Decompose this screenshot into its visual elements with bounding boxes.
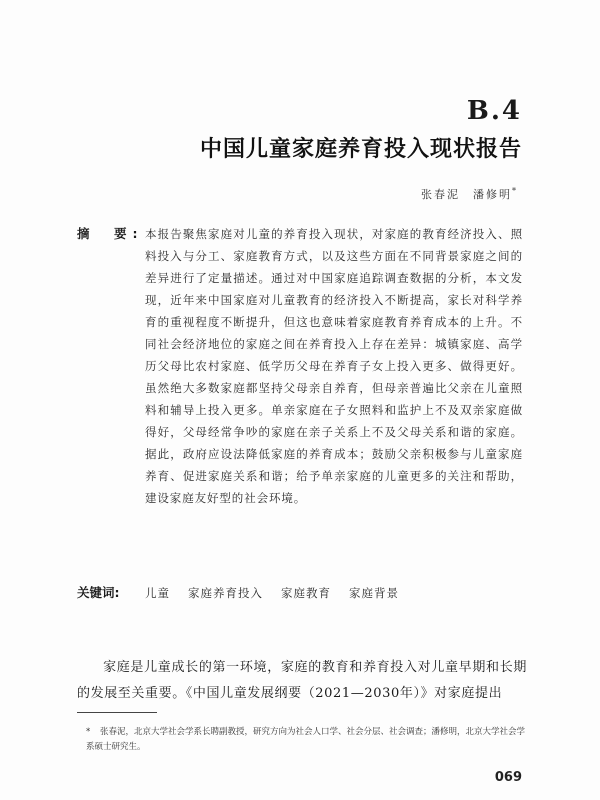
author-line	[421, 186, 518, 202]
page-number: 069	[494, 770, 522, 785]
body-paragraph	[77, 655, 527, 707]
author-names: 张春泥 潘修明	[421, 188, 512, 201]
author-footnote-mark: *	[512, 186, 518, 196]
chapter-title: 中国儿童家庭养育投入现状报告	[199, 137, 522, 162]
footnote-mark: *	[86, 727, 91, 737]
footnote-divider	[77, 712, 157, 713]
keywords-list	[145, 584, 399, 602]
keyword-item: 家庭教育	[281, 586, 331, 600]
abstract-label: 摘 要:	[77, 226, 144, 241]
abstract-text: 本报告聚焦家庭对儿童的养育投入现状，对家庭的教育经济投入、照料投入与分工、家庭教育方式，以及这些方面在不同背景家庭之间的差异进行了定量描述。通过对中国家庭追踪调查数据的分析，本文发现，近年来中国家庭对儿童教育的经济投入不断提高，家长对科学养育的重视程度不断提升，但这也意味着家庭教育养育成本的上升。不同社会经济地位的家庭之间在养育投入上存在差异：城镇家庭、高学历父母比农村家庭、低学历父母在养育子女上投入更多、做得更好。虽然绝大多数家庭都坚持父母亲自养育，但母亲普遍比父亲在儿童照料和辅导上投入更多。单亲家庭在子女照料和监护上不及双亲家庭做得好，父母经常争吵的家庭在亲子关系上不及父母关系和谐的家庭。据此，政府应设法降低家庭的养育成本；鼓励父亲积极参与儿童家庭养育、促进家庭关系和谐；给予单亲家庭的儿童更多的关注和帮助，建设家庭友好型的社会环境。	[145, 227, 523, 505]
keyword-item: 儿童	[145, 586, 170, 600]
footnote-text: 张春泥，北京大学社会学系长聘副教授，研究方向为社会人口学、社会分层、社会调查；潘修明，北京大学社会学系硕士研究生。	[86, 727, 526, 752]
keyword-item: 家庭背景	[349, 586, 399, 600]
chapter-number: B.4	[466, 96, 522, 126]
keywords-label: 关键词:	[77, 585, 120, 600]
keyword-item: 家庭养育投入	[188, 586, 263, 600]
footnote	[86, 725, 526, 755]
body-paragraph-text: 家庭是儿童成长的第一环境，家庭的教育和养育投入对儿童早期和长期的发展至关重要。《中国儿童发展纲要（2021—2030年）》对家庭提出	[77, 660, 527, 701]
